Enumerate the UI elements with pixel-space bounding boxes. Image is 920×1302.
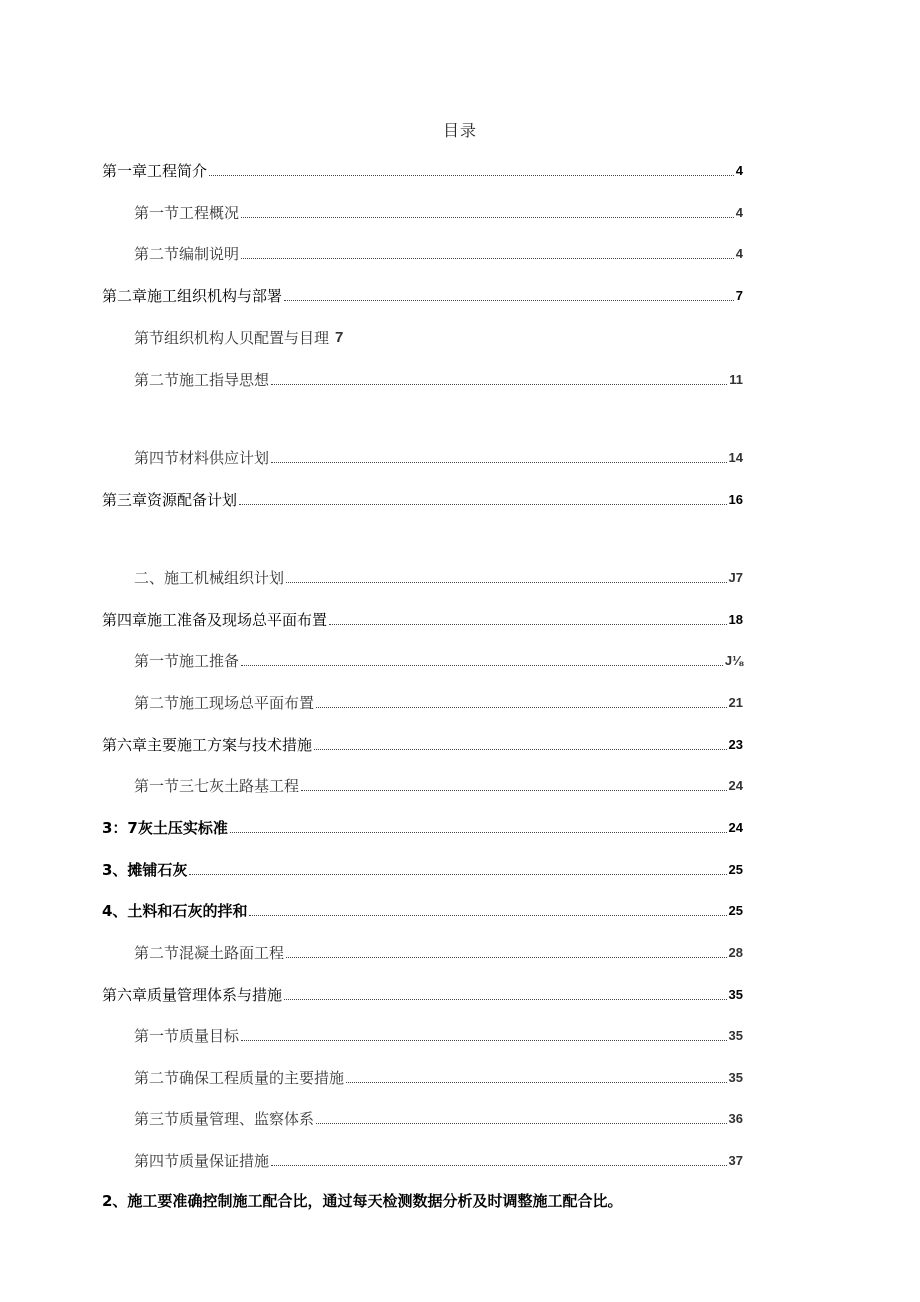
toc-entry-label: 第二节混凝土路面工程 [134,944,285,962]
toc-page-number: J7 [728,570,743,585]
toc-entry-label: 二、施工机械组织计划 [134,569,285,587]
toc-dot-leader [241,665,723,666]
toc-page-number: 36 [728,1111,743,1126]
toc-dot-leader [249,915,726,916]
toc-entry-label: 第二章施工组织机构与部署 [102,287,283,305]
toc-dot-leader [241,1040,727,1041]
toc-entry[interactable] [134,1025,743,1047]
toc-page-number: 7 [735,288,743,303]
toc-dot-leader [271,1165,727,1166]
toc-entry[interactable] [134,202,743,224]
toc-page-number: 7 [335,329,344,346]
toc-entry[interactable] [134,650,743,672]
toc-page-number: 24 [728,778,743,793]
toc-entry-label: 第四节质量保证措施 [134,1152,270,1170]
toc-entry[interactable] [134,369,743,391]
toc-page-number: 14 [728,450,743,465]
toc-title: 目录 [442,121,477,140]
toc-entry[interactable] [102,817,743,839]
toc-entry-label: 第节组织机构人贝配置与目理 [134,329,330,347]
toc-entry-label: 第一节施工推备 [134,652,240,670]
toc-entry[interactable] [134,327,743,349]
toc-page-number: 37 [728,1153,743,1168]
toc-entry-label: 第一节三七灰土路基工程 [134,777,300,795]
toc-dot-leader [316,1123,727,1124]
toc-entry-label: 第六章质量管理体系与措施 [102,986,283,1004]
toc-entry[interactable] [134,1067,743,1089]
toc-dot-leader [284,999,727,1000]
toc-page-number: 11 [729,372,743,387]
toc-page-number: 18 [728,612,743,627]
toc-dot-leader [239,504,727,505]
toc-entry[interactable] [102,160,743,182]
toc-page-number: 24 [728,820,743,835]
toc-page-number: 25 [728,862,743,877]
toc-entry[interactable] [134,775,743,797]
toc-entry[interactable] [134,567,743,589]
toc-entry-label: 第二节施工指导思想 [134,371,270,389]
toc-page-number: 35 [728,1028,743,1043]
toc-dot-leader [301,790,727,791]
toc-dot-leader [241,258,734,259]
toc-entry[interactable] [102,900,743,922]
toc-dot-leader [271,462,727,463]
toc-dot-leader [346,1082,727,1083]
toc-page-number: 28 [728,945,743,960]
toc-entry-label: 第二节确保工程质量的主要措施 [134,1069,345,1087]
toc-entry-label: 第二节编制说明 [134,245,240,263]
toc-page-number: 4 [735,205,743,220]
toc-dot-leader [286,957,727,958]
toc-entry-label: 第二节施工现场总平面布置 [134,694,315,712]
toc-dot-leader [189,874,726,875]
toc-entry-label: 第四节材料供应计划 [134,449,270,467]
toc-page-number: 23 [728,737,743,752]
toc-entry[interactable] [102,984,743,1006]
toc-dot-leader [241,217,734,218]
toc-dot-leader [230,832,727,833]
toc-entry[interactable] [134,942,743,964]
toc-page-number: 35 [728,987,743,1002]
toc-entry[interactable] [134,447,743,469]
toc-entry-label: 3：7灰土压实标准 [102,819,228,837]
toc-entry[interactable] [102,609,743,631]
toc-entry-label: 第六章主要施工方案与技术措施 [102,736,313,754]
toc-entry-label: 第一章工程简介 [102,162,208,180]
toc-page-number: 35 [728,1070,743,1085]
toc-entry[interactable] [102,859,743,881]
toc-page-number: 4 [735,163,743,178]
toc-entry[interactable] [134,692,743,714]
toc-dot-leader [316,707,727,708]
toc-entry-label: 4、土料和石灰的拌和 [102,902,248,920]
toc-entry[interactable] [102,489,743,511]
toc-dot-leader [271,384,727,385]
toc-dot-leader [314,749,727,750]
toc-page-number: 25 [728,903,743,918]
toc-page-number: J⅛ [724,653,743,668]
body-text-line: 2、施工要准确控制施工配合比，通过每天检测数据分析及时调整施工配合比。 [102,1192,623,1210]
toc-dot-leader [286,582,727,583]
toc-entry[interactable] [134,1150,743,1172]
toc-entry-label: 3、摊铺石灰 [102,861,188,879]
toc-page-number: 21 [728,695,743,710]
toc-dot-leader [284,300,734,301]
toc-entry[interactable] [134,1108,743,1130]
toc-dot-leader [209,175,734,176]
toc-entry[interactable] [102,285,743,307]
toc-entry[interactable] [134,243,743,265]
toc-page-number: 4 [735,246,743,261]
toc-entry-label: 第一节质量目标 [134,1027,240,1045]
toc-entry[interactable] [102,734,743,756]
toc-entry-label: 第三章资源配备计划 [102,491,238,509]
toc-entry-label: 第三节质量管理、监察体系 [134,1110,315,1128]
toc-dot-leader [329,624,727,625]
toc-page-number: 16 [728,492,743,507]
toc-entry-label: 第四章施工准备及现场总平面布置 [102,611,328,629]
toc-entry-label: 第一节工程概况 [134,204,240,222]
